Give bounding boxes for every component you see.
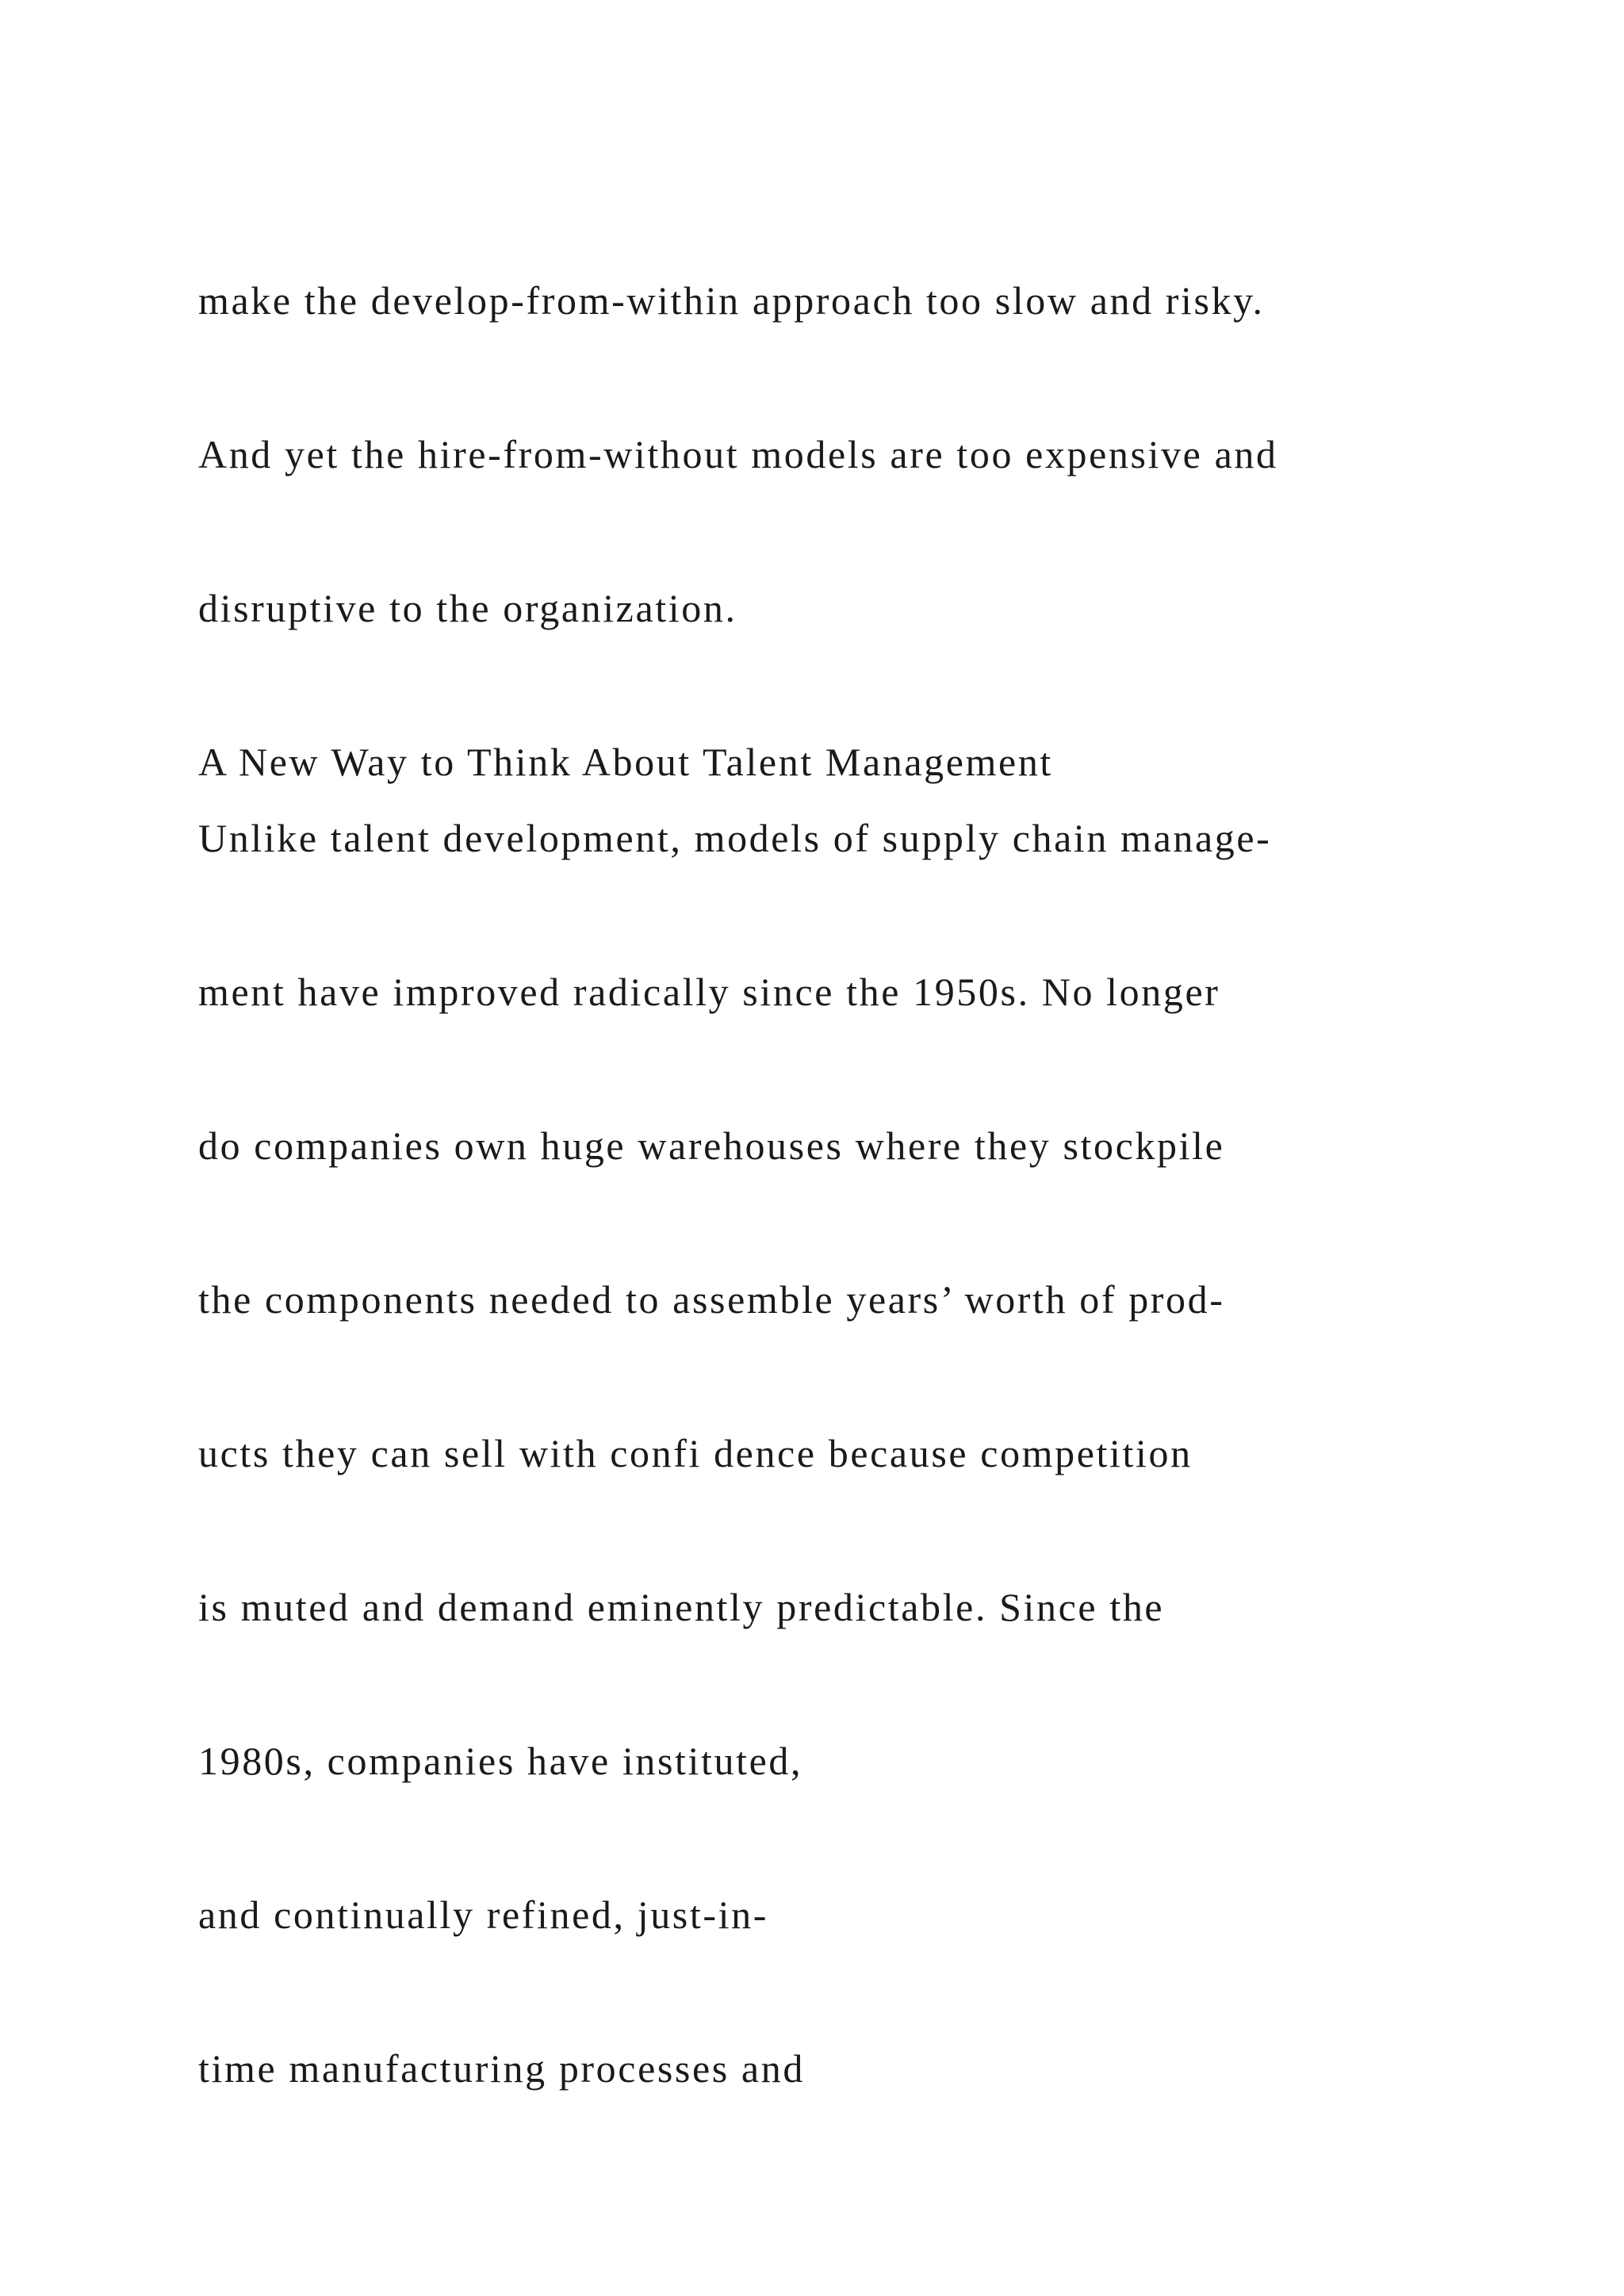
body-text-line: 1980s, companies have instituted, [198,1739,803,1783]
body-text-line: ment have improved radically since the 1950s. No longer [198,970,1220,1014]
body-text-line: Unlike talent development, models of supply chain manage- [198,816,1272,860]
body-text-line: do companies own huge warehouses where they stockpile [198,1123,1225,1168]
body-text-line: make the develop-from-within approach too slow and risky. [198,278,1265,323]
body-text-line: and continually refined, just-in- [198,1892,768,1937]
body-text-line: ucts they can sell with confi dence because competition [198,1431,1193,1475]
body-text-line: disruptive to the organization. [198,586,737,630]
body-text-line: the components needed to assemble years’ worth of prod- [198,1277,1225,1322]
section-heading: A New Way to Think About Talent Management [198,740,1053,784]
body-text-line: is muted and demand eminently predictable. Since the [198,1585,1165,1629]
body-text-line: time manufacturing processes and [198,2046,805,2091]
body-text-line: And yet the hire-from-without models are too expensive and [198,432,1278,476]
